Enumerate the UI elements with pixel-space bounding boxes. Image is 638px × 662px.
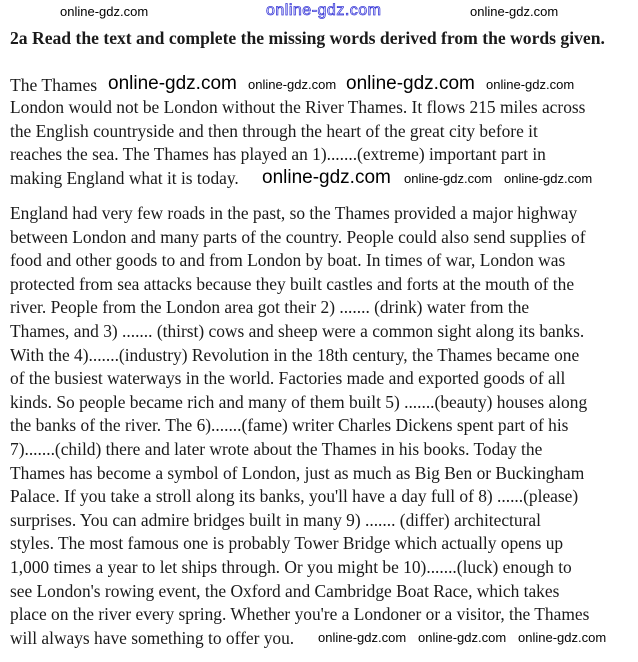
text-line: of the busiest waterways in the world. Factories made and exported goods of all: [10, 368, 566, 389]
text-line: London would not be London without the River Thames. It flows 215 miles across: [10, 97, 586, 117]
text-line: With the 4).......(industry) Revolution in the 18th century, the Thames became one: [10, 344, 580, 365]
watermark: online-gdz.com: [404, 171, 493, 186]
watermark: online-gdz.com: [248, 77, 337, 92]
watermark: online-gdz.com: [346, 73, 475, 94]
text-line: river. People from the London area got their 2) ....... (drink) water from the: [10, 297, 530, 318]
text-line: England had very few roads in the past, so the Thames provided a major highway: [10, 203, 578, 223]
text-line: surprises. You can admire bridges built in many 9) ....... (differ) architectural: [10, 509, 541, 530]
watermark: online-gdz.com: [518, 630, 607, 645]
watermark: online-gdz.com: [108, 73, 237, 94]
watermark: online-gdz.com: [60, 4, 149, 19]
text-line: 7).......(child) there and later wrote about the Thames in his books. Today the: [10, 438, 543, 459]
text-line: reaches the sea. The Thames has played an 1).......(extreme) important part in: [10, 144, 546, 165]
text-line: place on the river every spring. Whether you're a Londoner or a visitor, the Thames: [10, 604, 590, 625]
watermark: online-gdz.com: [486, 77, 575, 92]
text-line: styles. The most famous one is probably Tower Bridge which actually opens up: [10, 533, 564, 554]
text-line: protected from sea attacks because they built castles and forts at the mouth of the: [10, 273, 575, 294]
text-line: Thames has become a symbol of London, just as much as Big Ben or Buckingham: [10, 462, 585, 483]
text-line: Thames, and 3) ....... (thirst) cows and sheep were a common sight along its banks.: [10, 320, 585, 341]
watermark: online-gdz.com: [418, 630, 507, 645]
text-title: The Thames: [10, 75, 98, 95]
text-line: the English countryside and then through the heart of the great city before it: [10, 120, 538, 141]
text-line: making England what it is today.: [10, 167, 239, 188]
watermark: online-gdz.com: [470, 4, 559, 19]
text-line: the banks of the river. The 6).......(fame) writer Charles Dickens spent part of his: [10, 415, 569, 436]
task-title: 2a Read the text and complete the missing words derived from the words given.: [10, 28, 605, 48]
text-line: 1,000 times a year to let ships through. Or you might be 10).......(luck) enough to: [10, 556, 572, 577]
text-line: food and other goods to and from London by boat. In times of war, London was: [10, 250, 566, 271]
text-line: Palace. If you take a stroll along its banks, you'll have a day full of 8) ......(please): [10, 486, 579, 507]
text-line: between London and many parts of the country. People could also send supplies of: [10, 226, 586, 247]
paragraph-2: [10, 202, 589, 650]
watermark: online-gdz.com: [504, 171, 593, 186]
text-line: see London's rowing event, the Oxford and Cambridge Boat Race, which takes: [10, 580, 560, 601]
text-line: kinds. So people became rich and many of them built 5) .......(beauty) houses along: [10, 391, 588, 412]
header-watermark: online-gdz.com: [266, 2, 382, 19]
text-line: will always have something to offer you.: [10, 627, 295, 648]
watermark: online-gdz.com: [318, 630, 407, 645]
watermark: online-gdz.com: [262, 167, 391, 188]
